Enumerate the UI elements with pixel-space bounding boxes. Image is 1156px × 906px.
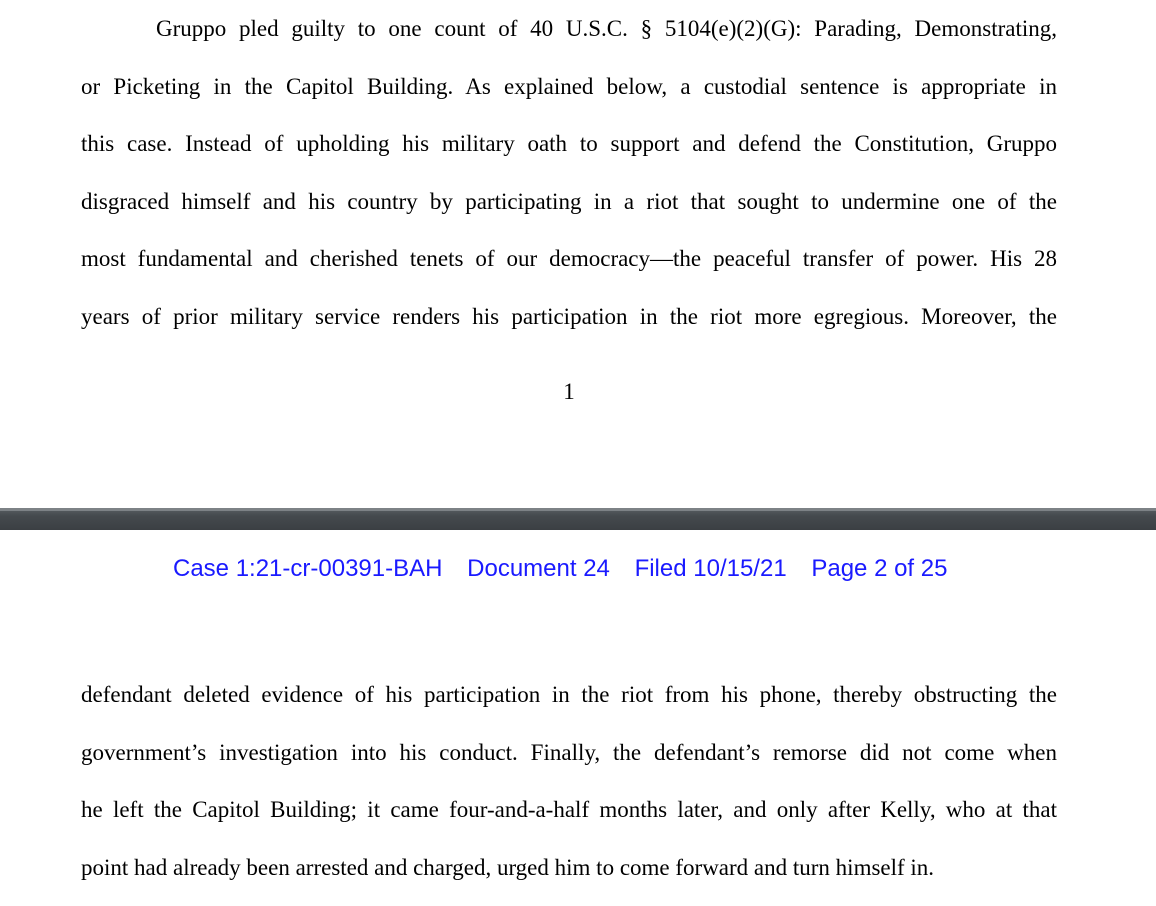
page-count: Page 2 of 25 bbox=[811, 555, 948, 582]
body-text-line: he left the Capitol Building; it came four-and-a-half months later, and only after Kelly, who at that bbox=[81, 797, 1057, 822]
document-number: Document 24 bbox=[467, 555, 610, 582]
filed-date: Filed 10/15/21 bbox=[634, 555, 787, 582]
body-text-line: disgraced himself and his country by participating in a riot that sought to undermine one of the bbox=[81, 189, 1057, 214]
body-text-line: defendant deleted evidence of his participation in the riot from his phone, thereby obstructing the bbox=[81, 682, 1057, 707]
case-header bbox=[173, 554, 947, 584]
body-text-line: or Picketing in the Capitol Building. As explained below, a custodial sentence is appropriate in bbox=[81, 74, 1057, 99]
body-text-line: government’s investigation into his conduct. Finally, the defendant’s remorse did not come when bbox=[81, 740, 1057, 765]
body-text-line: Gruppo pled guilty to one count of 40 U.S.C. § 5104(e)(2)(G): Parading, Demonstrating, bbox=[156, 16, 1057, 41]
body-text-line: years of prior military service renders his participation in the riot more egregious. Moreover, the bbox=[81, 304, 1057, 329]
body-text-line: this case. Instead of upholding his military oath to support and defend the Constitution, Gruppo bbox=[81, 131, 1057, 156]
page-break-divider bbox=[0, 508, 1156, 530]
body-text-line: most fundamental and cherished tenets of our democracy—the peaceful transfer of power. His 28 bbox=[81, 246, 1057, 271]
body-text-line: point had already been arrested and charged, urged him to come forward and turn himself in. bbox=[81, 855, 935, 880]
document-page-2 bbox=[0, 530, 1156, 906]
case-number: Case 1:21-cr-00391-BAH bbox=[173, 555, 443, 582]
page-number: 1 bbox=[563, 379, 575, 404]
